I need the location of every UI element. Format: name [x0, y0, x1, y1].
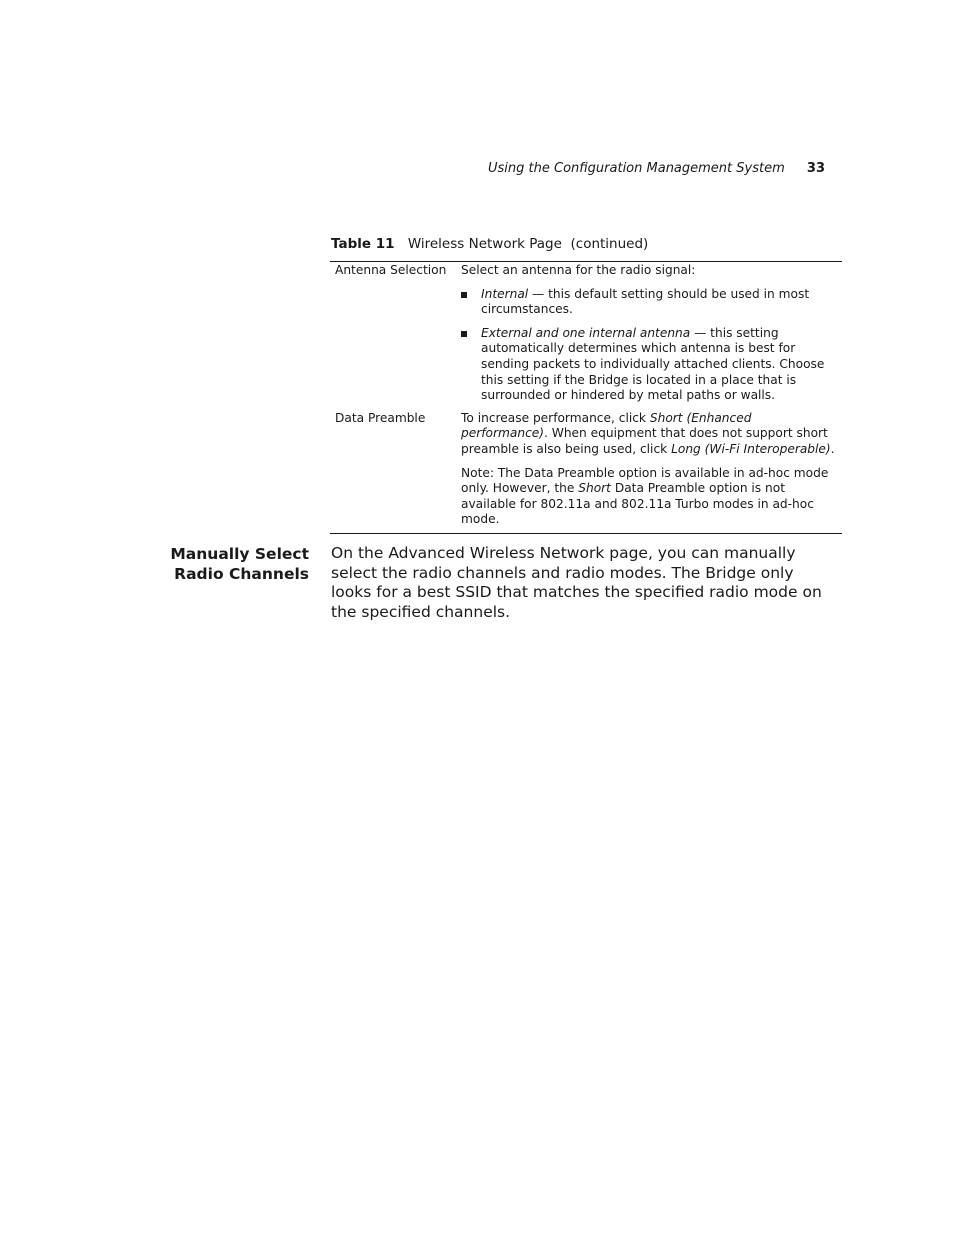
option-name: External and one internal antenna [481, 325, 691, 340]
option-description: — this default setting should be used in most circumstances. [481, 286, 810, 317]
list-item [461, 287, 838, 318]
header-title: Using the Configuration Management System [488, 161, 785, 176]
row-paragraph: To increase performance, click Short (Enhanced performance). When equipment that does not support short preamble is also being used, click Long (Wi-Fi Interoperable). [461, 410, 835, 456]
table-row [330, 262, 842, 404]
table-number: Table 11 [331, 236, 395, 252]
row-description [461, 411, 842, 528]
option-description: — this setting automatically determines which antenna is best for sending packets to individually attached clients. Choose this setting if the Bridge is located in a place that is surrounded or hindered by metal paths or walls. [481, 325, 825, 403]
section-heading: Manually Select Radio Channels [170, 545, 309, 583]
running-header [430, 160, 825, 178]
section-body: On the Advanced Wireless Network page, you can manually select the radio channels and radio modes. The Bridge only looks for a best SSID that matches the specified radio mode on the specified channels. [331, 544, 822, 621]
table-title: Wireless Network Page (continued) [407, 236, 649, 252]
row-intro: Select an antenna for the radio signal: [461, 263, 696, 277]
row-term: Antenna Selection [335, 263, 447, 277]
list-item [461, 326, 838, 404]
table-caption [331, 235, 842, 253]
option-name: Short (Enhanced performance) [461, 410, 752, 441]
option-name: Short [578, 481, 611, 496]
row-note: Note: The Data Preamble option is available in ad-hoc mode only. However, the Short Data Preamble option is not available for 802.11a and 802.11a Turbo modes in ad-hoc mode. [461, 465, 829, 527]
page-number: 33 [806, 161, 825, 176]
settings-table [330, 261, 842, 534]
option-name: Long (Wi-Fi Interoperable) [671, 441, 831, 456]
row-term: Data Preamble [335, 410, 426, 425]
table-row [330, 411, 842, 528]
square-bullet-icon [461, 292, 467, 298]
row-description [461, 263, 842, 404]
square-bullet-icon [461, 331, 467, 337]
option-name: Internal [481, 286, 529, 301]
